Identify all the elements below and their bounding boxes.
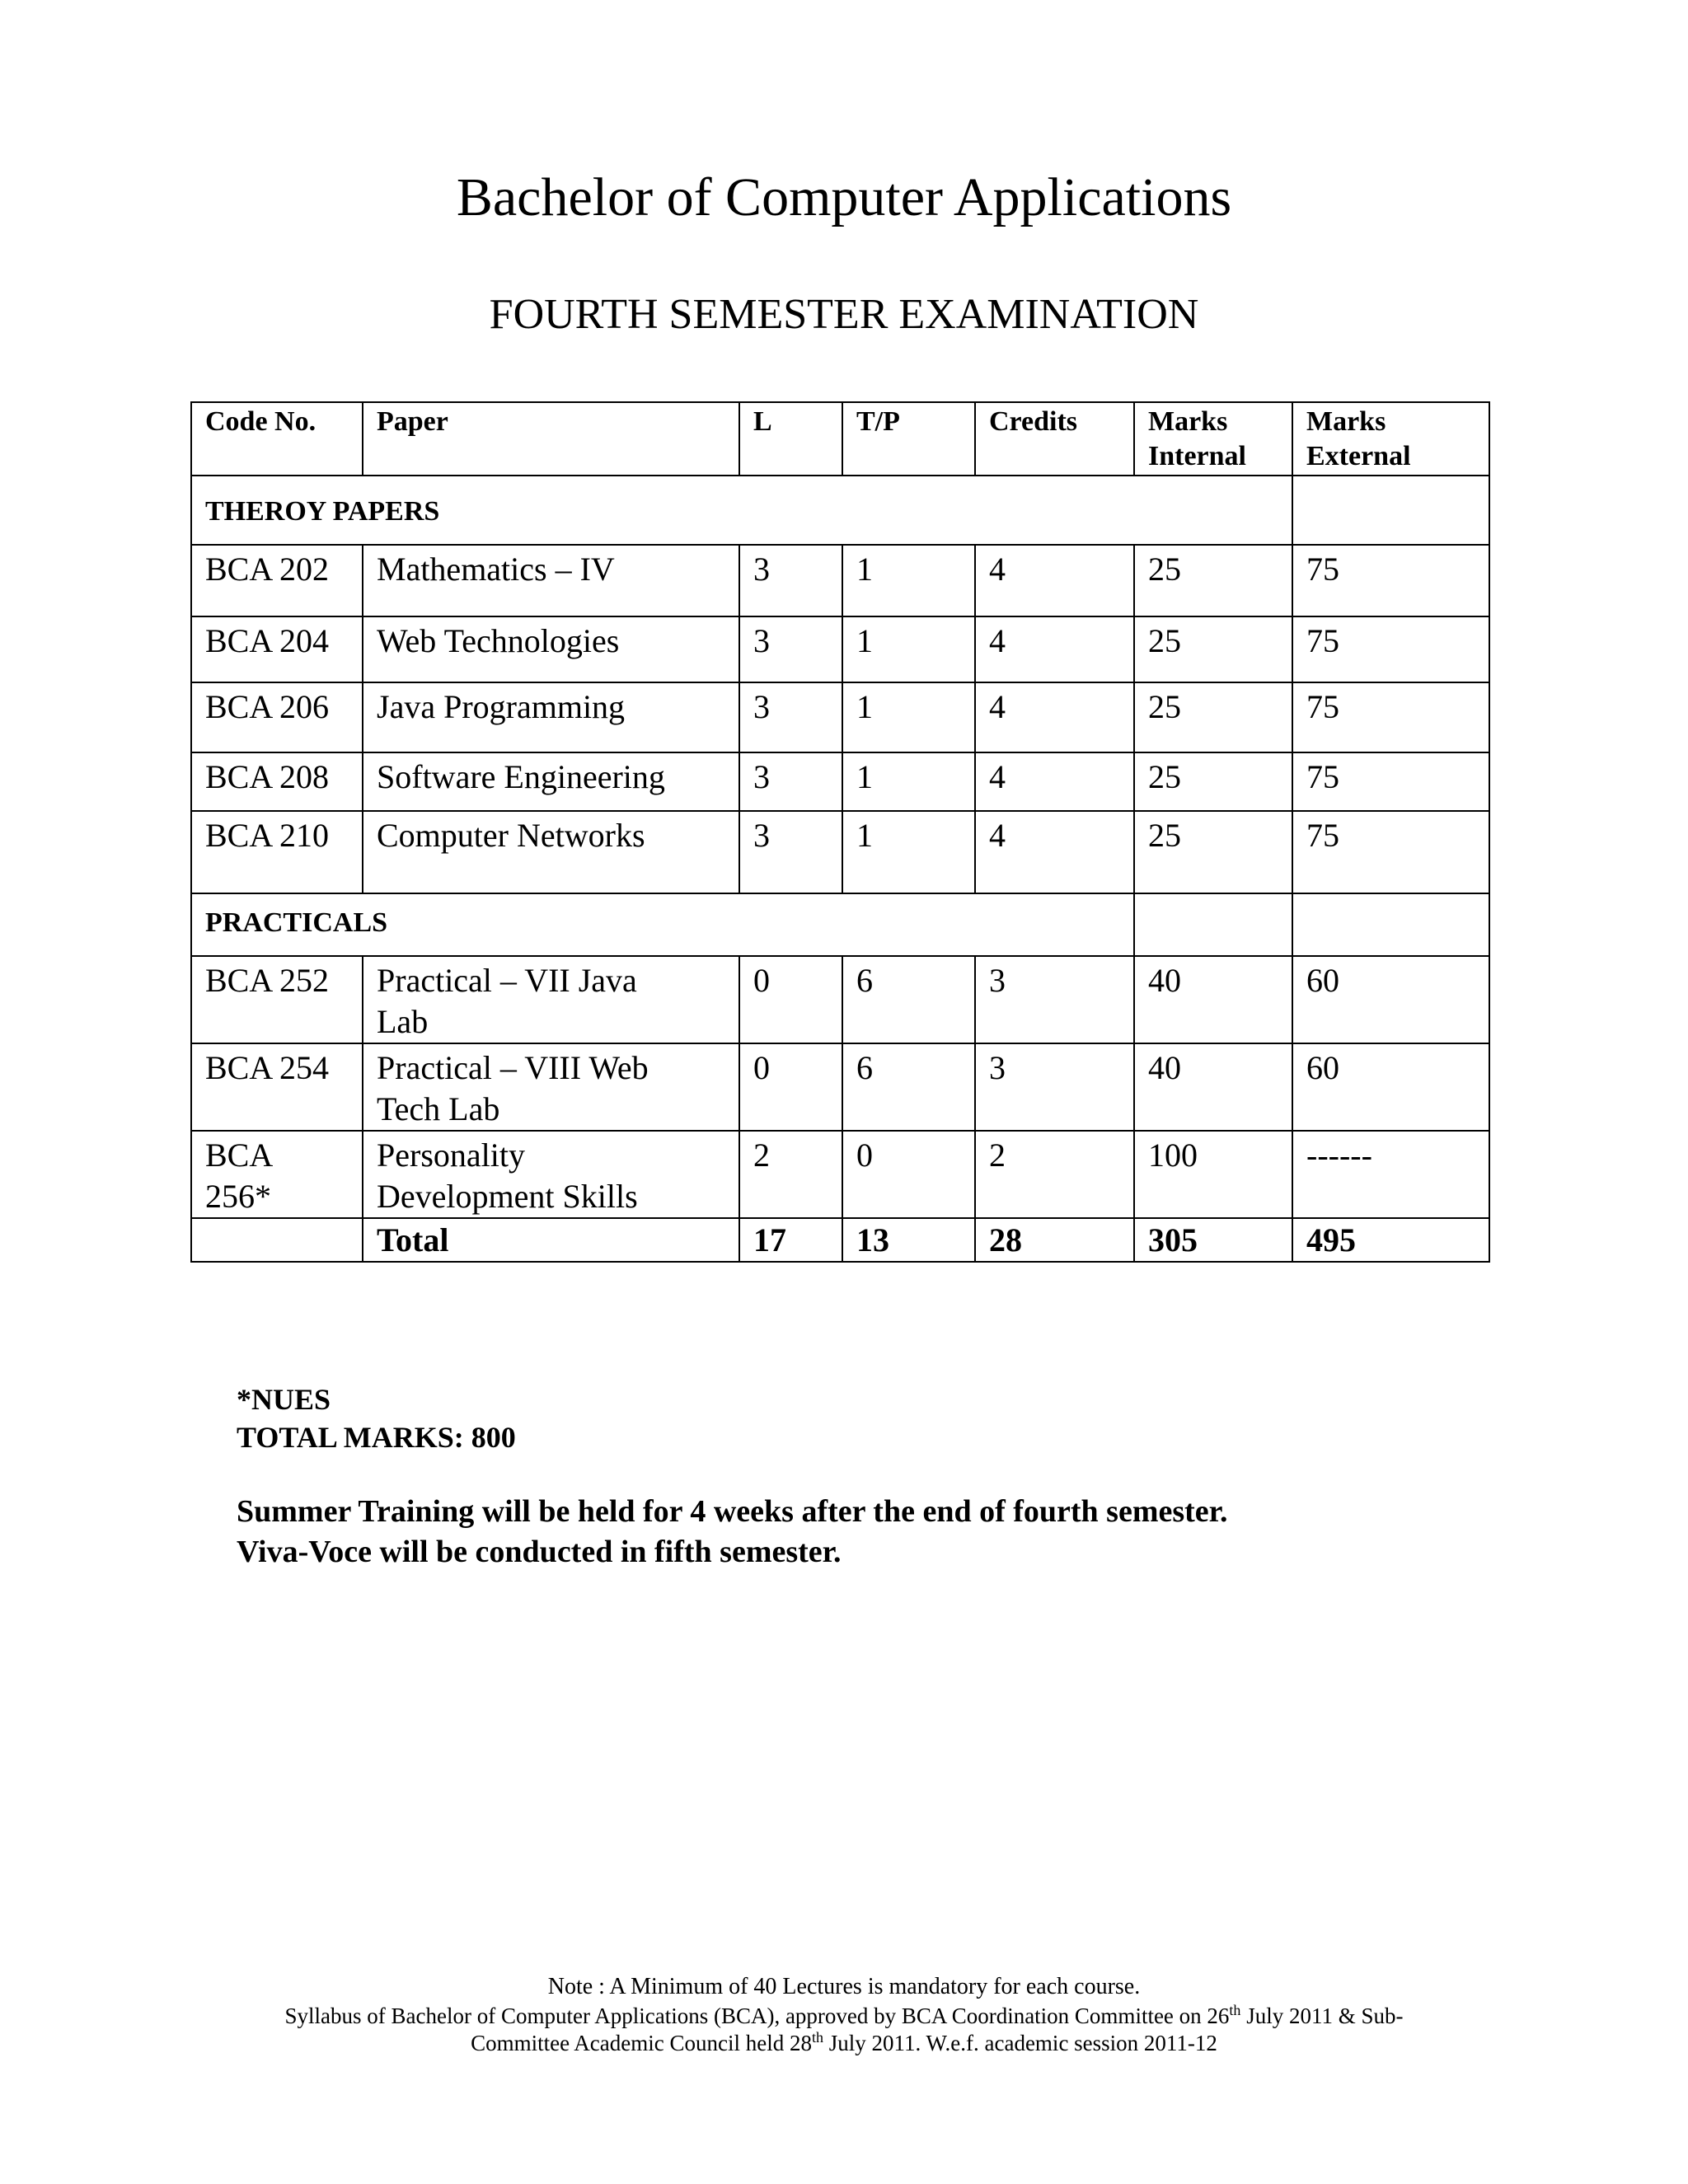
row-code: BCA 208 (191, 752, 363, 811)
row-code (191, 1131, 363, 1218)
footer-syllabus-text-d: July 2011. W.e.f. academic session 2011-12 (823, 2031, 1217, 2055)
row-code: BCA 252 (191, 956, 363, 1043)
row-external: 75 (1292, 752, 1489, 811)
practicals-section-empty-internal (1134, 893, 1292, 956)
footer-lecture-note: Note : A Minimum of 40 Lectures is mandatory for each course. (547, 1974, 1141, 1999)
footer-superscript-2: th (811, 2029, 823, 2046)
table-row (191, 682, 1489, 752)
total-label: Total (363, 1218, 739, 1262)
header-marks-internal-line2: Internal (1148, 441, 1246, 471)
theory-section-row (191, 476, 1489, 545)
footer-syllabus-text-c: Committee Academic Council held 28 (471, 2031, 812, 2055)
row-paper (363, 1043, 739, 1131)
footer-superscript-1: th (1229, 2002, 1241, 2018)
row-code: BCA 206 (191, 682, 363, 752)
table-row (191, 811, 1489, 893)
row-tp: 6 (842, 1043, 975, 1131)
footer-syllabus-line2 (0, 2030, 1688, 2056)
table-header-row (191, 402, 1489, 476)
table-row (191, 1131, 1489, 1218)
row-credits: 4 (975, 545, 1134, 616)
row-tp: 1 (842, 811, 975, 893)
table-row (191, 752, 1489, 811)
row-l: 2 (739, 1131, 842, 1218)
row-internal: 40 (1134, 1043, 1292, 1131)
row-internal: 100 (1134, 1131, 1292, 1218)
row-l: 3 (739, 616, 842, 682)
practicals-section-row (191, 893, 1489, 956)
exam-scheme-table (190, 401, 1490, 1263)
row-paper-line2: Development Skills (377, 1178, 638, 1215)
row-l: 0 (739, 956, 842, 1043)
row-paper: Web Technologies (363, 616, 739, 682)
row-l: 3 (739, 682, 842, 752)
row-paper-line1: Practical – VII Java (377, 962, 637, 999)
total-credits: 28 (975, 1218, 1134, 1262)
row-code-line1: BCA (205, 1137, 274, 1174)
row-paper: Mathematics – IV (363, 545, 739, 616)
header-marks-external-line2: External (1306, 441, 1411, 471)
row-credits: 4 (975, 752, 1134, 811)
row-paper-line1: Practical – VIII Web (377, 1049, 649, 1086)
row-internal: 40 (1134, 956, 1292, 1043)
row-tp: 1 (842, 545, 975, 616)
row-credits: 4 (975, 682, 1134, 752)
practicals-section-label: PRACTICALS (191, 893, 1134, 956)
header-paper: Paper (363, 402, 739, 476)
row-paper: Computer Networks (363, 811, 739, 893)
row-tp: 0 (842, 1131, 975, 1218)
total-marks-note: TOTAL MARKS: 800 (237, 1421, 516, 1454)
row-code: BCA 204 (191, 616, 363, 682)
header-code: Code No. (191, 402, 363, 476)
document-subtitle: FOURTH SEMESTER EXAMINATION (489, 291, 1199, 338)
row-l: 0 (739, 1043, 842, 1131)
summer-training-note: Summer Training will be held for 4 weeks after the end of fourth semester. (237, 1494, 1228, 1529)
row-paper-line2: Tech Lab (377, 1090, 500, 1127)
row-tp: 1 (842, 752, 975, 811)
row-external: 75 (1292, 682, 1489, 752)
theory-section-label: THEROY PAPERS (191, 476, 1292, 545)
total-external: 495 (1292, 1218, 1489, 1262)
row-credits: 2 (975, 1131, 1134, 1218)
header-tp: T/P (842, 402, 975, 476)
row-credits: 4 (975, 811, 1134, 893)
practicals-section-empty-external (1292, 893, 1489, 956)
document-title: Bachelor of Computer Applications (456, 167, 1232, 227)
row-tp: 6 (842, 956, 975, 1043)
table-row (191, 545, 1489, 616)
header-marks-internal-line1: Marks (1148, 406, 1228, 437)
row-internal: 25 (1134, 682, 1292, 752)
row-external: 75 (1292, 616, 1489, 682)
footer-syllabus-text-b: July 2011 & Sub- (1240, 2004, 1404, 2028)
table-row (191, 956, 1489, 1043)
row-external: 75 (1292, 545, 1489, 616)
total-tp: 13 (842, 1218, 975, 1262)
row-paper (363, 1131, 739, 1218)
row-code: BCA 202 (191, 545, 363, 616)
row-code: BCA 254 (191, 1043, 363, 1131)
total-row (191, 1218, 1489, 1262)
row-code-line2: 256* (205, 1178, 271, 1215)
nues-note: *NUES (237, 1383, 331, 1416)
row-tp: 1 (842, 616, 975, 682)
row-credits: 3 (975, 956, 1134, 1043)
row-internal: 25 (1134, 545, 1292, 616)
total-l: 17 (739, 1218, 842, 1262)
viva-voce-note: Viva-Voce will be conducted in fifth semester. (237, 1535, 842, 1569)
row-tp: 1 (842, 682, 975, 752)
row-internal: 25 (1134, 616, 1292, 682)
header-marks-external (1292, 402, 1489, 476)
row-code: BCA 210 (191, 811, 363, 893)
row-paper: Java Programming (363, 682, 739, 752)
row-l: 3 (739, 752, 842, 811)
theory-section-empty (1292, 476, 1489, 545)
row-external: 60 (1292, 956, 1489, 1043)
total-empty (191, 1218, 363, 1262)
row-l: 3 (739, 545, 842, 616)
row-paper-line1: Personality (377, 1137, 525, 1174)
table-row (191, 616, 1489, 682)
row-l: 3 (739, 811, 842, 893)
row-internal: 25 (1134, 752, 1292, 811)
row-external: 75 (1292, 811, 1489, 893)
row-paper (363, 956, 739, 1043)
row-internal: 25 (1134, 811, 1292, 893)
header-marks-external-line1: Marks (1306, 406, 1386, 437)
header-credits: Credits (975, 402, 1134, 476)
row-external: ------ (1292, 1131, 1489, 1218)
header-marks-internal (1134, 402, 1292, 476)
table-row (191, 1043, 1489, 1131)
row-external: 60 (1292, 1043, 1489, 1131)
row-credits: 3 (975, 1043, 1134, 1131)
row-paper-line2: Lab (377, 1003, 429, 1040)
header-l: L (739, 402, 842, 476)
notes-block (237, 1380, 516, 1456)
footer-syllabus-text-a: Syllabus of Bachelor of Computer Applications (BCA), approved by BCA Coordination Committee on 26 (284, 2004, 1230, 2028)
training-statements (237, 1492, 1228, 1572)
row-credits: 4 (975, 616, 1134, 682)
total-internal: 305 (1134, 1218, 1292, 1262)
row-paper: Software Engineering (363, 752, 739, 811)
footer-syllabus-line1 (0, 2003, 1688, 2029)
